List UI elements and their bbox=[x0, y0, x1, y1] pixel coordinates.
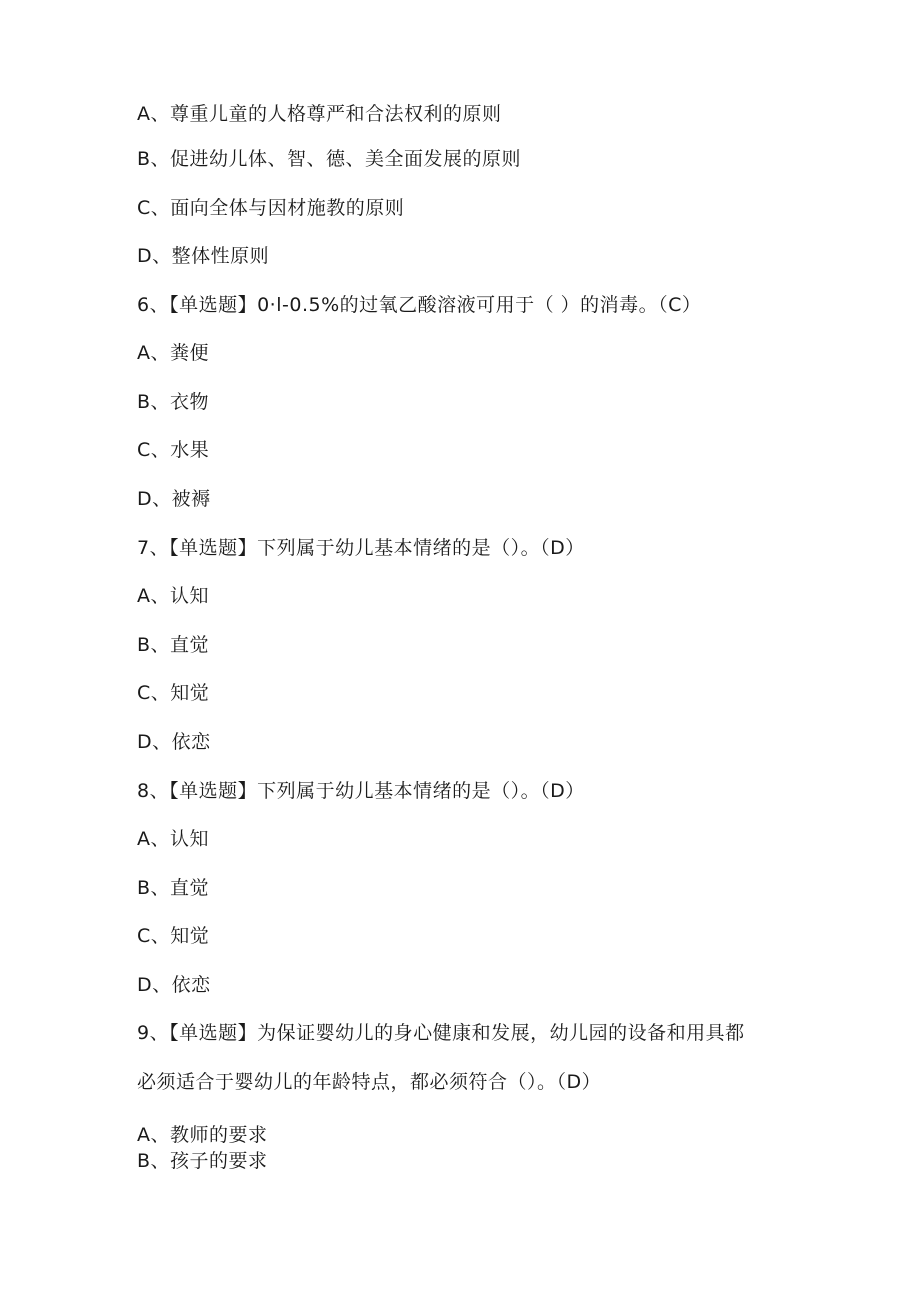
option-b: B、促进幼儿体、智、德、美全面发展的原则 bbox=[137, 148, 522, 170]
option-c: C、面向全体与因材施教的原则 bbox=[137, 197, 405, 219]
option-d: D、被褥 bbox=[137, 488, 211, 510]
option-b: B、衣物 bbox=[137, 391, 210, 413]
option-a: A、教师的要求 bbox=[137, 1124, 268, 1146]
question-7: 7、【单选题】下列属于幼儿基本情绪的是（）。（D） bbox=[137, 537, 585, 559]
option-c: C、水果 bbox=[137, 439, 210, 461]
option-a: A、认知 bbox=[137, 828, 209, 850]
option-a: A、认知 bbox=[137, 585, 209, 607]
question-6: 6、【单选题】0·l-0.5%的过氧乙酸溶液可用于（ ）的消毒。（C） bbox=[137, 294, 702, 316]
option-a: A、粪便 bbox=[137, 342, 209, 364]
option-c: C、知觉 bbox=[137, 682, 210, 704]
option-d: D、整体性原则 bbox=[137, 245, 270, 267]
question-8: 8、【单选题】下列属于幼儿基本情绪的是（）。（D） bbox=[137, 780, 585, 802]
option-d: D、依恋 bbox=[137, 731, 211, 753]
option-d: D、依恋 bbox=[137, 974, 211, 996]
option-a: A、尊重儿童的人格尊严和合法权利的原则 bbox=[137, 103, 502, 125]
option-b: B、孩子的要求 bbox=[137, 1150, 268, 1172]
option-b: B、直觉 bbox=[137, 634, 210, 656]
question-9: 9、【单选题】为保证婴幼儿的身心健康和发展，幼儿园的设备和用具都 bbox=[137, 1022, 745, 1044]
question-9-continuation: 必须适合于婴幼儿的年龄特点，都必须符合（）。（D） bbox=[137, 1071, 602, 1093]
option-b: B、直觉 bbox=[137, 877, 210, 899]
option-c: C、知觉 bbox=[137, 925, 210, 947]
